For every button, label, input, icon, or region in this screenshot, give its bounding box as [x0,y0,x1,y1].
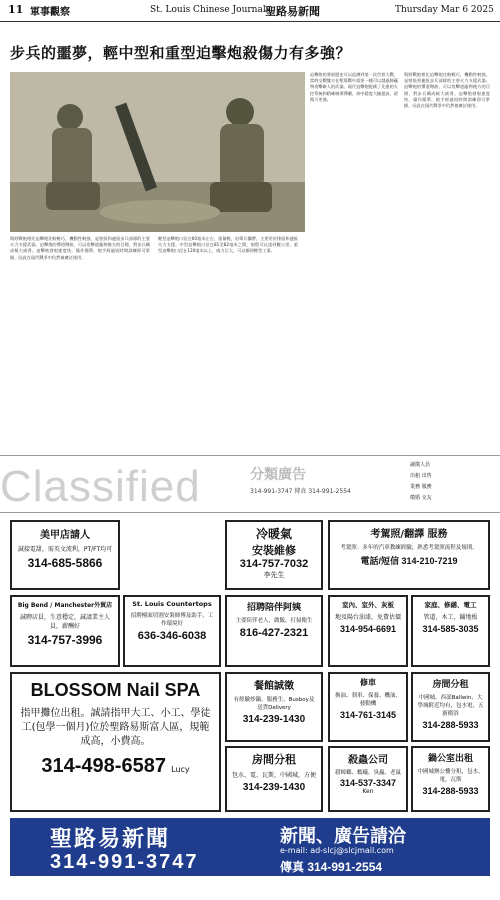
ad-title: BLOSSOM Nail SPA [30,680,201,700]
article-column-1: 與野戰炮相比迫擊炮比較輕巧，機動性較強，是營級和連級步兵部隊的主要火力支援武器。迫擊炮的彈道彎曲，可以攻擊遮蔽物後方的目標，對步兵構成極大威脅。迫擊炮發射速度快，操作簡單，炮手經過短時間訓練即可掌握，因此在現代戰爭中仍然被廣泛使用。 [10,236,150,260]
ad-title: 殺蟲公司 [348,755,388,766]
classified-title: Classified [0,462,201,511]
ad-body: 誠聘店員，生意穩定，誠請業主人員，薪酬好 [19,614,110,630]
ad-title: 冷暖氣 [255,527,292,541]
ad-room-rental-1 [411,672,490,742]
ad-phone: 314-757-7032 [239,558,309,570]
ad-body: 考駕照：多年的汽車教練經驗，熟悉考駕照流程及規則。 [340,545,478,551]
ad-pest-control [328,746,408,812]
ad-phone: 314-585-3035 [422,624,479,634]
ad-title: 房間分租 [432,680,469,690]
ad-phone: 314-498-6587 [41,755,166,777]
ad-phone: 314-757-3996 [27,633,103,647]
article-column-3: 迫擊炮的發展歷史可以追溯到第一次世界大戰，當時交戰雙方在塹壕戰中需要一種可以越過障礙物攻擊敵人的武器。現代迫擊炮配備了先進的火控系統和精確制導彈藥，命中精度大幅提高，殺傷力更強。 [310,72,398,102]
ad-contact-name: 李先生 [263,571,285,579]
article-headline: 步兵的噩夢，輕中型和重型迫擊炮殺傷力有多強？ [10,44,352,62]
ad-countertops [123,595,221,667]
ad-blossom-nail-spa [10,672,221,812]
page-number: 11 [8,3,24,16]
ad-phone: 636-346-6038 [137,630,207,642]
ad-title: 鍋公室出租 [427,754,473,764]
footer-fax: 傳真 314-991-2554 [280,860,383,874]
ad-phone: 電話/短信 314-210-7219 [360,556,458,566]
ad-office-rental [411,746,490,812]
footer-banner [10,818,490,876]
issue-date: Thursday Mar 6 2025 [395,5,494,15]
ad-contact-name: Lucy [171,765,190,774]
ad-home-repair [411,595,490,667]
classified-menu-item: 業務 服務 [410,484,432,490]
footer-paper-name: 聖路易新聞 [50,827,171,852]
ad-body: 換油、刹車、保養、機油、發動機 [334,693,401,707]
ad-title: 美甲店請人 [40,530,90,541]
ad-title: 家庭、修繕、電工 [424,601,477,609]
ad-body: 管道，木工，鋪地板 [423,614,478,621]
ad-phone: 314-954-6691 [339,624,397,634]
ad-title: 修車 [360,678,376,687]
classified-menu [410,460,490,504]
ad-caregiver [225,595,323,667]
classified-title-cn: 分類廣告 [250,467,306,483]
ad-painting [328,595,408,667]
ad-title: 招聘陪伴阿姨 [246,603,301,613]
ad-body: 誠接電甜，需英文流利，PT/FT均可 [17,546,113,553]
ad-title: 房間分租 [252,753,296,766]
ad-subtitle: 安裝維修 [252,544,296,557]
ad-phone: 314-685-5866 [27,556,103,570]
ad-body: 招聘檯面切割安裝師傅及助手，工作環境好 [130,613,214,627]
classified-banner [0,455,500,513]
classified-menu-item: 出租 出售 [410,473,432,479]
classified-menu-item: 徵婚 交友 [410,495,432,501]
ad-restaurant-hiring [225,672,323,742]
ad-phone: 314-537-3347 [339,778,397,788]
ad-auto-repair [328,672,408,742]
ad-contact-name: Ken [362,788,374,795]
ad-title: 室內、室外、灰板 [342,601,394,609]
ad-title: Big Bend / Manchester外貿店 [17,602,113,609]
section-title: 軍事觀察 [30,7,70,18]
article-column-2: 輕型迫擊炮口徑在60毫米左右，重量輕，由單兵攜帶，主要用於排級和連級火力支援。中型迫擊炮口徑在81至82毫米之間，射程可以達到數公里。重型迫擊炮口徑在120毫米以上，威力巨大，可以摧毀輕型工事。 [158,236,298,254]
ad-body: 中國城辦公樓分租，包水、電，瓦斯 [417,769,484,783]
footer-email: e-mail: ad-slcj@slcjmail.com [280,846,394,855]
ad-phone: 816-427-2321 [239,627,309,639]
ad-hvac [225,520,323,590]
footer-slogan: 新聞、廣告請洽 [280,826,406,847]
article-column-4: 與野戰炮相比迫擊炮比較輕巧，機動性較強，是營級和連級步兵部隊的主要火力支援武器。迫擊炮的彈道彎曲，可以攻擊遮蔽物後方的目標，對步兵構成極大威脅。迫擊炮發射速度快，操作簡單，炮手經過短時間訓練即可掌握，因此在現代戰爭中仍然被廣泛使用。 [404,72,490,109]
ad-phone: 314-761-3145 [339,710,397,720]
page-header [0,0,500,22]
classified-contact: 314-991-3747 傳真 314-991-2554 [250,488,351,495]
ad-phone: 314-288-5933 [422,720,479,730]
ad-phone: 314-288-5933 [422,786,479,796]
ad-driving-translation [328,520,490,590]
ad-phone: 314-239-1430 [242,714,306,725]
ad-title: 餐館誠徵 [254,681,294,692]
ad-title: 考駕照/翻譯 服務 [370,529,448,540]
ad-body: 中國城、西部Ballwin、大學城附近均有，包水電，五廚衛浴 [417,695,484,717]
ad-body: 地及陽台油漆，免費估價 [334,614,401,621]
ad-body: 主要陪伴老人，做飯，打掃衛生 [235,618,313,624]
ad-phone: 314-239-1430 [242,782,306,793]
ad-nail-salon-hiring [10,520,120,590]
ad-body: 有經驗炒鍋、服務生、Busboy及送貨Delivery [233,697,315,711]
ad-title: St. Louis Countertops [132,600,212,608]
ad-retail-hiring [10,595,120,667]
journal-name-cn: 聖路易新聞 [265,5,320,18]
footer-phone: 314-991-3747 [50,851,199,873]
journal-name: St. Louis Chinese Journal [150,5,266,15]
ad-body: 殺蟑螂、螞蟻、臭蟲、老鼠 [334,770,401,776]
ad-body: 指甲攤位出租。誠請指甲大工、小工、學徒工(包學一個月)位於聖路易斯富人區，規範成高，小費高。 [20,708,211,747]
soldiers-photo [10,72,305,232]
ad-room-rental-2 [225,746,323,812]
classified-menu-item: 誠徵人員 [410,462,431,468]
ad-body: 包水、電、瓦斯，中國城，方便 [231,772,316,779]
